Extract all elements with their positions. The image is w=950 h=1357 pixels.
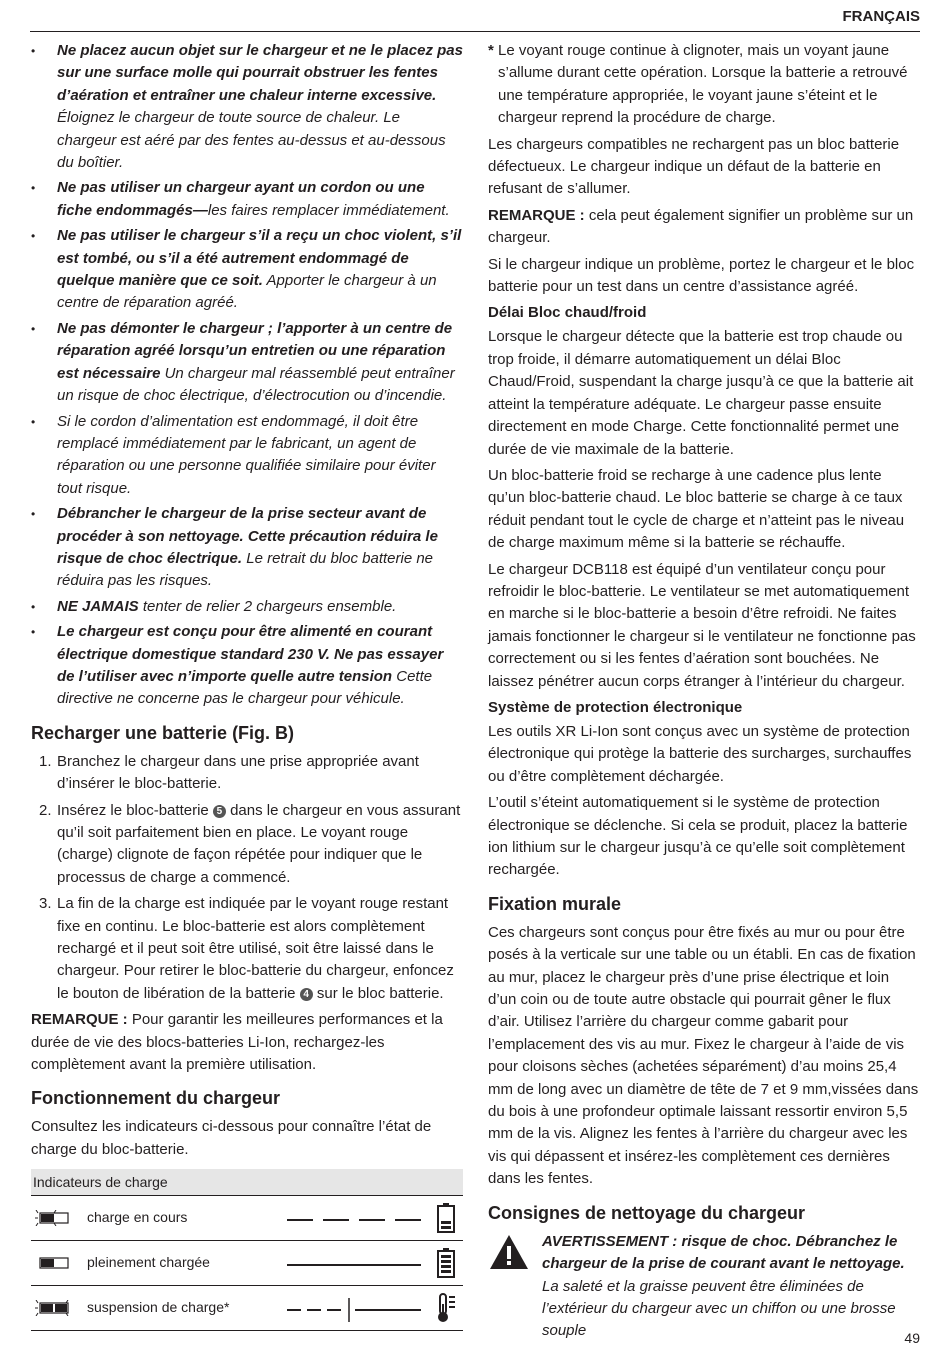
remark-label: REMARQUE : (31, 1011, 128, 1029)
indicator-label: charge en cours (87, 1209, 188, 1226)
indicator-label: pleinement chargée (87, 1254, 210, 1271)
double-blinking-led-icon (35, 1300, 69, 1316)
step-text: La fin de la charge est indiquée par le voyant rouge restant fixe en continu. Le bloc-batterie est alors complètement rechargé et il peut soit être utilisé, soit être laissé dans le chargeur. Pour retirer le bloc-batterie du chargeur, enfoncez le bouton de libération de la batterie (57, 895, 454, 1002)
bullet-item (31, 621, 463, 711)
safety-bullet-list (31, 40, 463, 711)
bullet-bold: Ne pas démonter le chargeur ; l’apporter à un centre de réparation agréé lorsqu’un entretien ou une réparation est nécessaire (57, 319, 453, 382)
indicator-label: suspension de charge* (87, 1299, 230, 1316)
indicator-row-charged (31, 1240, 463, 1285)
section-title-fixation: Fixation murale (488, 893, 622, 914)
bullet-item (31, 177, 463, 222)
bullet-item (31, 503, 463, 593)
language-header: FRANÇAIS (842, 8, 920, 25)
step-text: Insérez le bloc-batterie (57, 801, 213, 819)
section-title-nettoyage: Consignes de nettoyage du chargeur (488, 1202, 806, 1223)
dashed-signal-icon (283, 1204, 458, 1234)
indicator-table-header: Indicateurs de charge (31, 1169, 463, 1195)
indicator-row-charging (31, 1195, 463, 1240)
battery-full-icon (435, 1247, 457, 1279)
right-remark (488, 205, 920, 250)
battery-charging-icon (435, 1202, 457, 1234)
recharge-remark (31, 1009, 463, 1076)
step-item (31, 800, 463, 890)
callout-badge: 5 (213, 805, 226, 818)
delai-paragraph: Lorsque le chargeur détecte que la batterie est trop chaude ou trop froide, il démarre automatiquement un délai Bloc Chaud/Froid, suspendant la charge jusqu’à ce que la batterie ait atteint la température adéquate. Le chargeur passe ensuite directement en mode Charge. Cette fonctionnalité permet une durée de vie maximale de la batterie. (488, 328, 914, 458)
delai-paragraph: Un bloc-batterie froid se recharge à une cadence plus lente qu’un bloc-batterie chaud. Le bloc batterie se charge à ce taux réduit pendant tout le cycle de charge et n’atteint pas le niveau de charge maximum même si la batterie se réchauffe. (488, 466, 905, 552)
section-title-recharge: Recharger une batterie (Fig. B) (31, 722, 295, 743)
bullet-text: tenter de relier 2 chargeurs ensemble. (138, 597, 397, 615)
blinking-led-icon (35, 1210, 69, 1226)
bullet-bold: Ne placez aucun objet sur le chargeur et ne le placez pas sur une surface molle qui pourrait obstruer les fentes d’aération et entraîner une chaleur interne excessive. (57, 42, 463, 104)
step-text-continued: dans le chargeur en vous assurant qu’il soit parfaitement bien en place. Le voyant rouge (charge) clignote de façon répétée pour indiquer que le processus de charge a commencé. (57, 801, 461, 886)
bullet-text: Éloignez le chargeur de toute source de chaleur. Le chargeur est aéré par des fentes au-dessus et au-dessous du boîtier. (57, 109, 446, 172)
header-rule (30, 31, 920, 32)
bullet-item (31, 596, 463, 618)
step-item (31, 751, 463, 796)
service-paragraph: Si le chargeur indique un problème, portez le chargeur et le bloc batterie pour un test dans un centre d’assistance agréé. (488, 255, 915, 296)
solid-led-icon (35, 1255, 69, 1271)
recharge-steps (31, 751, 463, 1005)
page-number: 49 (904, 1330, 920, 1346)
remark-text: Pour garantir les meilleures performances et la durée de vie des blocs-batteries Li-Ion, rechargez-les complètement avant la première utilisation. (31, 1011, 443, 1074)
bullet-text: Cette directive ne concerne pas le chargeur pour véhicule. (57, 667, 433, 708)
mixed-signal-icon (283, 1294, 458, 1324)
step-item (31, 893, 463, 1005)
protection-paragraph: L’outil s’éteint automatiquement si le système de protection électronique se déclenche. Si cela se produit, placez la batterie ion lithium sur le chargeur jusqu’à ce qu’elle soit complètement rechargée. (488, 794, 908, 879)
bullet-text: les faires remplacer immédiatement. (207, 201, 450, 219)
bullet-bold: Ne pas utiliser le chargeur s’il a reçu un choc violent, s’il est tombé, ou s’il a été autrement endommagé de quelque manière que ce soit. (57, 227, 462, 290)
step-number: 3. (39, 895, 52, 913)
callout-badge: 4 (300, 988, 313, 1001)
left-column (31, 40, 463, 1331)
section-title-protection: Système de protection électronique (488, 698, 743, 716)
fonctionnement-intro: Consultez les indicateurs ci-dessous pour connaître l’état de charge du bloc-batterie. (31, 1118, 432, 1158)
remark-text: cela peut également signifier un problème sur un chargeur. (488, 206, 914, 247)
bullet-item (31, 318, 463, 408)
bullet-text: Le retrait du bloc batterie ne réduira pas les risques. (57, 549, 434, 590)
remark-label: REMARQUE : (488, 206, 585, 224)
step-number: 2. (39, 801, 52, 819)
indicator-row-suspended (31, 1285, 463, 1330)
warning-text: La saleté et la graisse peuvent être éliminées de l’extérieur du chargeur avec un chiffon ou une brosse souple (542, 1277, 896, 1340)
section-title-delai: Délai Bloc chaud/froid (488, 304, 647, 322)
warning-bold: AVERTISSEMENT : risque de choc. Débranchez le chargeur de la prise de courant avant le nettoyage. (542, 1232, 905, 1273)
bullet-bold: Ne pas utiliser un chargeur ayant un cordon ou une fiche endommagés— (57, 179, 425, 219)
bullet-text: Apporter le chargeur à un centre de réparation agréé. (57, 272, 437, 312)
bullet-text: Si le cordon d’alimentation est endommagé, il doit être remplacé immédiatement par le fabricant, un agent de réparation ou une personne qualifiée similaire pour éviter tout risque. (57, 412, 436, 497)
asterisk-note: * Le voyant rouge continue à clignoter, mais un voyant jaune s’allume durant cette opération. Lorsque la batterie a retrouvé une température appropriée, le voyant jaune s’éteint et le chargeur reprend la procédure de charge. (488, 40, 920, 130)
cleaning-warning (488, 1231, 920, 1343)
bullet-item (31, 40, 463, 174)
defective-battery-paragraph: Les chargeurs compatibles ne rechargent pas un bloc batterie défectueux. Le chargeur indique un défaut de la batterie en refusant de s’allumer. (488, 135, 900, 198)
bullet-bold: NE JAMAIS (57, 597, 139, 615)
fixation-paragraph: Ces chargeurs sont conçus pour être fixés au mur ou pour être posés à la verticale sur une table ou un établi. En cas de fixation au mur, placez le chargeur près d’une prise électrique et loin d’un coin ou de toute autre obstacle qui pourrait gêner le flux d’air. Utilisez l’arrière du chargeur comme gabarit pour l’emplacement des vis au mur. Fixez le chargeur à l’aide de vis pour cloisons sèches (achetées séparément) d’au moins 25,4 mm de long avec un diamètre de tête de 7 et 9 mm,vissées dans du bois à une profondeur optimale laissant ressortir environ 5,5 mm de la vis. Alignez les fentes à l’arrière du chargeur avec les vis qui dépassent et insérez-les complètement ces dernières dans les fentes. (488, 923, 919, 1188)
right-column (488, 40, 920, 1343)
warning-triangle-icon (488, 1233, 530, 1271)
solid-signal-icon (283, 1249, 458, 1279)
step-text-continued: sur le bloc batterie. (312, 984, 444, 1002)
bullet-text: Un chargeur mal réassemblé peut entraîner un risque de choc électrique, d’électrocution ou d’incendie. (57, 364, 455, 405)
charge-indicator-table (31, 1169, 463, 1331)
delai-paragraph: Le chargeur DCB118 est équipé d’un ventilateur conçu pour refroidir le bloc-batterie. Le ventilateur se met automatiquement en marche si le bloc-batterie a besoin d’être refroidi. Ne faites jamais fonctionner le chargeur si le ventilateur ne fonctionne pas correctement ou si les fentes d’aération sont bouchées. Ne laissez pénétrer aucun corps étranger à l’intérieur du chargeur. (488, 560, 916, 690)
step-text: Branchez le chargeur dans une prise appropriée avant d’insérer le bloc-batterie. (57, 752, 419, 793)
thermometer-icon (435, 1292, 457, 1324)
bullet-item (31, 225, 463, 315)
section-title-fonctionnement: Fonctionnement du chargeur (31, 1088, 281, 1109)
step-number: 1. (39, 752, 52, 770)
bullet-item (31, 411, 463, 501)
protection-paragraph: Les outils XR Li-Ion sont conçus avec un système de protection électronique qui protège la batterie des surcharges, surchauffes ou d’être complètement déchargée. (488, 722, 912, 785)
bullet-bold: Le chargeur est conçu pour être alimenté en courant électrique domestique standard 230 V. Ne pas essayer de l’utiliser avec n’importe quelle autre tension (57, 623, 444, 685)
bullet-bold: Débrancher le chargeur de la prise secteur avant de procéder à son nettoyage. Cette précaution réduira le risque de choc électrique. (57, 505, 438, 567)
